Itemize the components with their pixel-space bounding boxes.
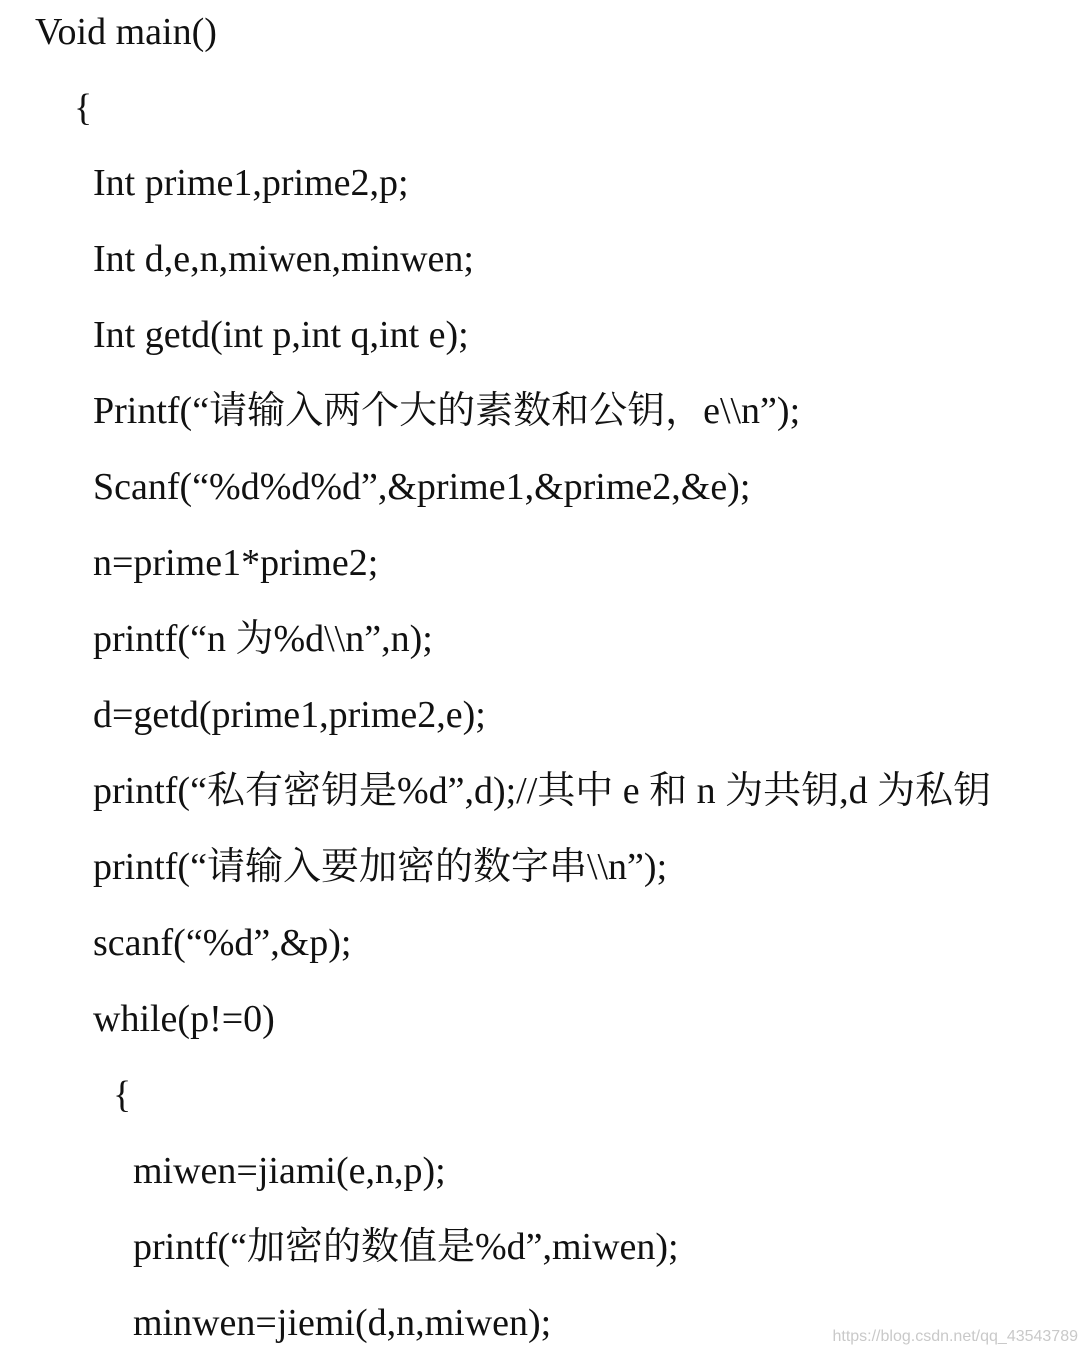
- code-line-d-assign: d=getd(prime1,prime2,e);: [93, 694, 486, 736]
- code-line-printf-prompt: printf(“请输入要加密的数字串\\n”);: [93, 846, 668, 888]
- code-line-getd-decl: Int getd(int p,int q,int e);: [93, 314, 469, 356]
- code-line-int-vars: Int d,e,n,miwen,minwen;: [93, 238, 474, 280]
- code-line-minwen-assign: minwen=jiemi(d,n,miwen);: [133, 1302, 552, 1344]
- code-line-int-primes: Int prime1,prime2,p;: [93, 162, 409, 204]
- code-line-while: while(p!=0): [93, 998, 275, 1040]
- code-line-printf-miwen: printf(“加密的数值是%d”,miwen);: [133, 1226, 679, 1268]
- code-line-scanf-primes: Scanf(“%d%d%d”,&prime1,&prime2,&e);: [93, 466, 751, 508]
- code-line-printf-privkey: printf(“私有密钥是%d”,d);//其中 e 和 n 为共钥,d 为私钥: [93, 770, 992, 812]
- code-line-void-main: Void main(): [35, 11, 217, 53]
- code-line-miwen-assign: miwen=jiami(e,n,p);: [133, 1150, 446, 1192]
- watermark-url: https://blog.csdn.net/qq_43543789: [832, 1328, 1078, 1345]
- code-line-open-brace: {: [74, 87, 93, 129]
- code-line-printf-input: Printf(“请输入两个大的素数和公钥，e\\n”);: [93, 390, 801, 432]
- code-line-printf-n: printf(“n 为%d\\n”,n);: [93, 618, 433, 660]
- code-line-n-assign: n=prime1*prime2;: [93, 542, 379, 584]
- code-line-scanf-p: scanf(“%d”,&p);: [93, 922, 352, 964]
- code-line-while-brace: {: [113, 1074, 132, 1116]
